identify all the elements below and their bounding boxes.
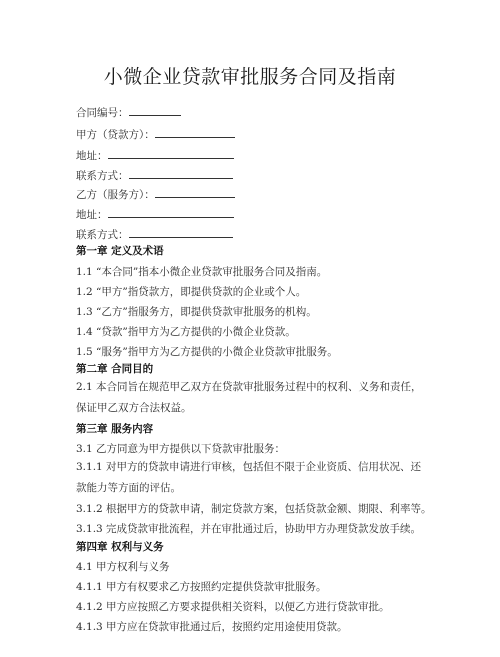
party-a-address-blank <box>108 147 234 159</box>
party-b-contact-blank <box>129 226 233 238</box>
document-title: 小微企业贷款审批服务合同及指南 <box>103 66 397 88</box>
chapter-1-item: 1.3 “乙方”指服务方，即提供贷款审批服务的机构。 <box>76 306 317 318</box>
chapter-4-item: 4.1 甲方权利与义务 <box>76 561 170 573</box>
party-a-contact-label: 联系方式： <box>76 170 129 182</box>
chapter-1-item: 1.5 “服务”指甲方为乙方提供的小微企业贷款审批服务。 <box>76 346 338 358</box>
party-a-address-label: 地址： <box>76 150 108 162</box>
party-a-label: 甲方（贷款方）： <box>76 129 155 141</box>
party-a-blank <box>155 126 235 138</box>
chapter-3-heading: 第三章 服务内容 <box>76 423 154 435</box>
chapter-1-item: 1.4 “贷款”指甲方为乙方提供的小微企业贷款。 <box>76 326 296 338</box>
chapter-4-item: 4.1.1 甲方有权要求乙方按照约定提供贷款审批服务。 <box>76 581 327 593</box>
chapter-3-item: 3.1.1 对甲方的贷款申请进行审核，包括但不限于企业资质、信用状况、还款能力等方面的评估。 <box>76 461 422 494</box>
party-b-contact-field <box>76 226 436 242</box>
party-a-contact-field <box>76 167 436 183</box>
chapter-3-item: 3.1 乙方同意为甲方提供以下贷款审批服务： <box>76 443 286 455</box>
party-b-address-blank <box>108 206 234 218</box>
chapter-1-item: 1.2 “甲方”指贷款方，即提供贷款的企业或个人。 <box>76 286 307 298</box>
chapter-4-item: 4.1.3 甲方应在贷款审批通过后，按照约定用途使用贷款。 <box>76 621 348 633</box>
party-b-field <box>76 186 436 202</box>
party-a-contact-blank <box>129 167 233 179</box>
chapter-4-item: 4.1.2 甲方应按照乙方要求提供相关资料，以便乙方进行贷款审批。 <box>76 601 390 613</box>
contract-number-blank <box>129 104 181 116</box>
party-b-address-label: 地址： <box>76 209 108 221</box>
chapter-2-heading: 第二章 合同目的 <box>76 363 154 375</box>
chapter-4-heading: 第四章 权利与义务 <box>76 541 164 553</box>
contract-number-field <box>76 104 436 120</box>
chapter-1-item: 1.1 “本合同”指本小微企业贷款审批服务合同及指南。 <box>76 266 328 278</box>
party-a-address-field <box>76 147 436 163</box>
party-a-field <box>76 126 436 142</box>
chapter-2-paragraph: 2.1 本合同旨在规范甲乙双方在贷款审批服务过程中的权利、义务和责任，保证甲乙双方合法权益。 <box>76 381 422 414</box>
contract-number-label: 合同编号： <box>76 107 129 119</box>
party-b-address-field <box>76 206 436 222</box>
party-b-label: 乙方（服务方）： <box>76 189 155 201</box>
party-b-contact-label: 联系方式： <box>76 229 129 241</box>
chapter-1-heading: 第一章 定义及术语 <box>76 245 164 257</box>
party-b-blank <box>155 186 235 198</box>
chapter-3-item: 3.1.3 完成贷款审批流程，并在审批通过后，协助甲方办理贷款发放手续。 <box>76 523 422 535</box>
chapter-3-item: 3.1.2 根据甲方的贷款申请，制定贷款方案，包括贷款金额、期限、利率等。 <box>76 503 432 515</box>
